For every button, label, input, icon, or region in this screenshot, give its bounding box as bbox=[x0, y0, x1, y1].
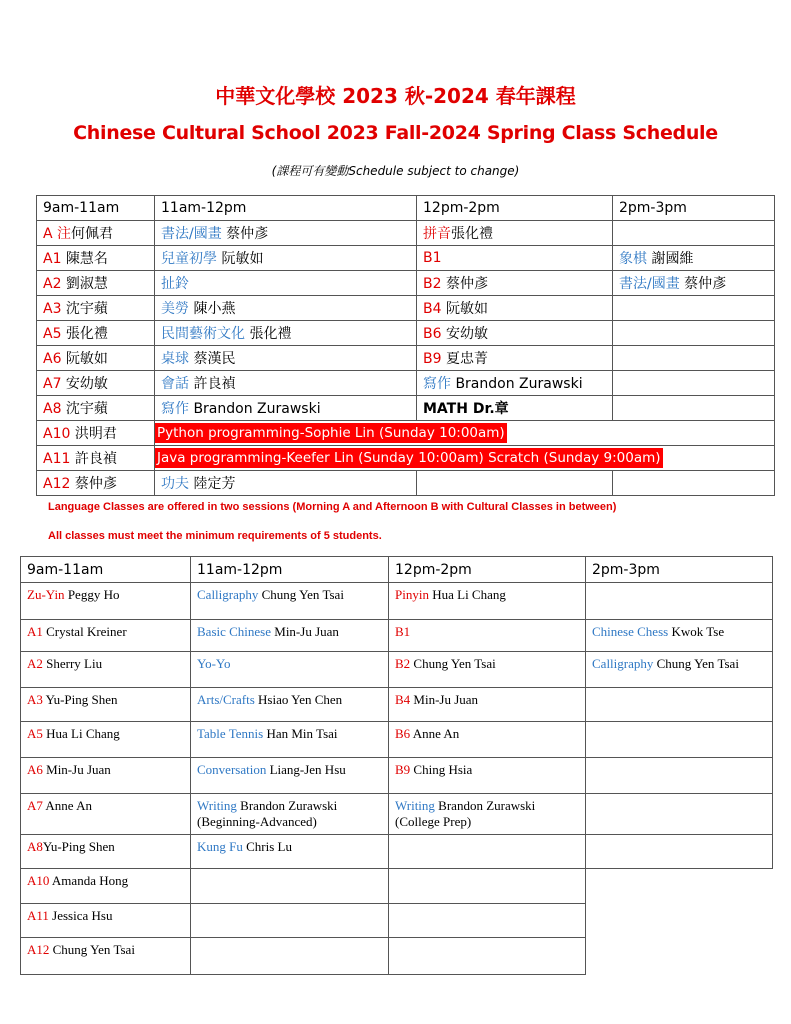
cell-afternoon bbox=[389, 722, 586, 758]
cell-late bbox=[613, 371, 775, 396]
teacher-name: Chung Yen Tsai bbox=[49, 942, 135, 957]
cell-late bbox=[586, 722, 773, 758]
cell-language bbox=[21, 758, 191, 794]
teacher-name: MATH Dr.章 bbox=[423, 401, 509, 417]
subject-name: Calligraphy bbox=[197, 587, 259, 602]
cell-language bbox=[37, 271, 155, 296]
teacher-name: Anne An bbox=[42, 798, 93, 813]
teacher-name: 阮敏如 bbox=[441, 301, 488, 317]
cell-culture bbox=[155, 471, 417, 496]
subject-name: Writing bbox=[197, 798, 237, 813]
teacher-name: Min-Ju Juan bbox=[410, 692, 479, 707]
teacher-name: 沈宇蘋 bbox=[61, 301, 108, 317]
cell-language bbox=[37, 346, 155, 371]
cell-late bbox=[586, 794, 773, 835]
subject-name: Conversation bbox=[197, 762, 267, 777]
teacher-name: 張化禮 bbox=[245, 326, 292, 342]
class-code: 拼音 bbox=[423, 226, 451, 242]
class-code: B2 bbox=[423, 276, 442, 292]
header-cell: 11am-12pm bbox=[191, 557, 389, 583]
cell-afternoon bbox=[389, 688, 586, 722]
cell-late bbox=[613, 271, 775, 296]
table-row bbox=[21, 758, 773, 794]
header-cell: 11am-12pm bbox=[155, 196, 417, 221]
subject-name: 書法/國畫 bbox=[619, 276, 680, 292]
cell-afternoon bbox=[389, 583, 586, 620]
table-row bbox=[21, 869, 773, 904]
subject-name: 扯鈴 bbox=[161, 276, 189, 292]
class-code: A 注 bbox=[43, 226, 72, 242]
cell-language bbox=[21, 835, 191, 869]
table-row bbox=[37, 371, 775, 396]
table-row bbox=[37, 446, 775, 471]
cell-late bbox=[586, 688, 773, 722]
teacher-name: Brandon Zurawski (Beginning-Advanced) bbox=[197, 798, 338, 829]
teacher-name: 陸定芳 bbox=[189, 476, 236, 492]
note-minimum: All classes must meet the minimum requirements of 5 students. bbox=[48, 530, 382, 542]
teacher-name: Min-Ju Juan bbox=[271, 624, 339, 639]
table-row bbox=[37, 271, 775, 296]
cell-language bbox=[21, 722, 191, 758]
teacher-name: 蔡仲彥 bbox=[221, 226, 269, 242]
subject-name: 民間藝術文化 bbox=[161, 326, 245, 342]
cell-late bbox=[613, 246, 775, 271]
teacher-name: 阮敏如 bbox=[61, 351, 108, 367]
teacher-name: Jessica Hsu bbox=[48, 908, 113, 923]
teacher-name: Brandon Zurawski bbox=[451, 376, 583, 392]
teacher-name: 蔡仲彥 bbox=[70, 476, 117, 492]
cell-afternoon bbox=[417, 471, 613, 496]
teacher-name: 洪明君 bbox=[70, 426, 117, 442]
subject-name: 功夫 bbox=[161, 476, 189, 492]
teacher-name: Hsiao Yen Chen bbox=[254, 692, 343, 707]
cell-afternoon bbox=[417, 221, 613, 246]
cell-culture bbox=[155, 271, 417, 296]
cell-language bbox=[21, 688, 191, 722]
page-title-chinese: 中華文化學校 2023 秋-2024 春年課程 bbox=[215, 84, 576, 108]
class-code: B4 bbox=[423, 301, 442, 317]
teacher-name: Chung Yen Tsai bbox=[410, 656, 496, 671]
teacher-name: Hua Li Chang bbox=[42, 726, 120, 741]
subject-name: Basic Chinese bbox=[197, 624, 272, 639]
subject-name: Kung Fu bbox=[197, 839, 243, 854]
subject-name: Arts/Crafts bbox=[197, 692, 255, 707]
header-cell: 12pm-2pm bbox=[389, 557, 586, 583]
teacher-name: Min-Ju Juan bbox=[42, 762, 111, 777]
cell-programming bbox=[155, 421, 775, 446]
class-code: A12 bbox=[27, 942, 50, 957]
teacher-name: Kwok Tse bbox=[668, 624, 725, 639]
page-title-english: Chinese Cultural School 2023 Fall-2024 Spring Class Schedule bbox=[73, 122, 718, 144]
cell-language bbox=[21, 620, 191, 652]
teacher-name: Yu-Ping Shen bbox=[42, 839, 115, 854]
cell-late bbox=[586, 835, 773, 869]
teacher-name: Yu-Ping Shen bbox=[42, 692, 118, 707]
class-code: A8 bbox=[27, 839, 43, 854]
table-header-row bbox=[37, 196, 775, 221]
class-code: A5 bbox=[27, 726, 43, 741]
teacher-name: Chung Yen Tsai bbox=[653, 656, 739, 671]
table-row bbox=[37, 421, 775, 446]
cell-culture bbox=[155, 396, 417, 421]
teacher-name: 安幼敏 bbox=[61, 376, 108, 392]
cell-language bbox=[37, 446, 155, 471]
teacher-name: 謝國維 bbox=[647, 251, 694, 267]
subject-name: Calligraphy bbox=[592, 656, 654, 671]
teacher-name: 許良禎 bbox=[189, 376, 236, 392]
teacher-name: 劉淑慧 bbox=[61, 276, 108, 292]
class-code: A2 bbox=[27, 656, 43, 671]
cell-afternoon bbox=[389, 794, 586, 835]
subtitle: (課程可有變動Schedule subject to change) bbox=[271, 164, 520, 178]
note-sessions: Language Classes are offered in two sessions (Morning A and Afternoon B with Cultural Classes in between) bbox=[48, 501, 617, 513]
cell-language bbox=[21, 938, 191, 975]
cell-language bbox=[21, 583, 191, 620]
cell-afternoon bbox=[389, 758, 586, 794]
cell-late bbox=[586, 758, 773, 794]
cell-language bbox=[37, 396, 155, 421]
subject-name: Table Tennis bbox=[197, 726, 264, 741]
table-row bbox=[21, 904, 773, 938]
cell-culture bbox=[155, 221, 417, 246]
table-row bbox=[21, 938, 773, 975]
class-code: A8 bbox=[43, 401, 62, 417]
header-cell: 2pm-3pm bbox=[613, 196, 775, 221]
class-code: B6 bbox=[423, 326, 442, 342]
cell-culture bbox=[155, 246, 417, 271]
cell-afternoon bbox=[389, 904, 586, 938]
cell-culture bbox=[191, 722, 389, 758]
class-code: A11 bbox=[43, 451, 71, 467]
class-code: A1 bbox=[27, 624, 43, 639]
table-row bbox=[37, 246, 775, 271]
cell-language bbox=[21, 794, 191, 835]
teacher-name: Chris Lu bbox=[242, 839, 292, 854]
teacher-name: Brandon Zurawski bbox=[189, 401, 321, 417]
teacher-name: Brandon Zurawski (College Prep) bbox=[395, 798, 536, 829]
cell-language bbox=[21, 869, 191, 904]
subject-name: 會話 bbox=[161, 376, 189, 392]
class-code: B6 bbox=[395, 726, 411, 741]
cell-language bbox=[21, 652, 191, 688]
class-code: B9 bbox=[395, 762, 411, 777]
cell-afternoon bbox=[417, 296, 613, 321]
class-code: A10 bbox=[27, 873, 50, 888]
table-row bbox=[21, 835, 773, 869]
programming-class-banner: Java programming-Keefer Lin (Sunday 10:00am) Scratch (Sunday 9:00am) bbox=[157, 450, 661, 466]
subject-name: 象棋 bbox=[619, 251, 647, 267]
table-row bbox=[21, 722, 773, 758]
cell-late bbox=[613, 221, 775, 246]
cell-language bbox=[37, 421, 155, 446]
cell-afternoon bbox=[389, 869, 586, 904]
table-row bbox=[37, 396, 775, 421]
teacher-name: 安幼敏 bbox=[441, 326, 488, 342]
programming-class-banner: Python programming-Sophie Lin (Sunday 10:00am) bbox=[157, 425, 505, 441]
teacher-name: Crystal Kreiner bbox=[42, 624, 127, 639]
table-header-row bbox=[21, 557, 773, 583]
cell-afternoon bbox=[389, 652, 586, 688]
class-code: A1 bbox=[43, 251, 62, 267]
cell-language bbox=[21, 904, 191, 938]
cell-afternoon bbox=[389, 620, 586, 652]
class-code: A10 bbox=[43, 426, 71, 442]
cell-afternoon bbox=[417, 246, 613, 271]
teacher-name: 阮敏如 bbox=[217, 251, 264, 267]
class-code: A3 bbox=[43, 301, 62, 317]
cell-afternoon bbox=[389, 835, 586, 869]
cell-late bbox=[613, 471, 775, 496]
teacher-name: 張化禮 bbox=[61, 326, 108, 342]
cell-late bbox=[586, 583, 773, 620]
cell-afternoon bbox=[417, 371, 613, 396]
cell-culture bbox=[191, 620, 389, 652]
subject-name: 兒童初學 bbox=[161, 251, 217, 267]
class-code: B1 bbox=[423, 250, 442, 266]
cell-late bbox=[613, 396, 775, 421]
header-cell: 2pm-3pm bbox=[586, 557, 773, 583]
teacher-name: Ching Hsia bbox=[410, 762, 473, 777]
teacher-name: 陳小燕 bbox=[189, 301, 236, 317]
cell-late bbox=[586, 620, 773, 652]
table-row bbox=[37, 321, 775, 346]
cell-culture bbox=[155, 346, 417, 371]
header-cell: 12pm-2pm bbox=[417, 196, 613, 221]
cell-afternoon bbox=[417, 321, 613, 346]
cell-afternoon bbox=[389, 938, 586, 975]
table-row bbox=[37, 346, 775, 371]
teacher-name: Peggy Ho bbox=[64, 587, 120, 602]
class-code: A5 bbox=[43, 326, 62, 342]
cell-culture bbox=[155, 321, 417, 346]
class-code: Writing bbox=[395, 798, 435, 813]
cell-culture bbox=[191, 794, 389, 835]
class-code: Pinyin bbox=[395, 587, 429, 602]
cell-language bbox=[37, 321, 155, 346]
cell-culture bbox=[191, 652, 389, 688]
subject-name: Yo-Yo bbox=[197, 656, 231, 671]
table-row bbox=[21, 583, 773, 620]
table-row bbox=[21, 794, 773, 835]
class-code: B1 bbox=[395, 624, 411, 639]
cell-culture bbox=[191, 938, 389, 975]
cell-culture bbox=[191, 688, 389, 722]
cell-late bbox=[613, 321, 775, 346]
teacher-name: 何佩君 bbox=[71, 226, 114, 242]
subject-name: 寫作 bbox=[161, 401, 189, 417]
cell-language bbox=[37, 471, 155, 496]
teacher-name: 蔡仲彥 bbox=[441, 276, 488, 292]
cell-culture bbox=[155, 371, 417, 396]
class-code: A7 bbox=[43, 376, 62, 392]
schedule-table-chinese bbox=[36, 195, 775, 496]
teacher-name: 蔡仲彥 bbox=[679, 276, 727, 292]
teacher-name: Chung Yen Tsai bbox=[258, 587, 344, 602]
class-code: A6 bbox=[43, 351, 62, 367]
cell-culture bbox=[191, 758, 389, 794]
cell-language bbox=[37, 296, 155, 321]
teacher-name: Sherry Liu bbox=[42, 656, 103, 671]
table-row bbox=[37, 296, 775, 321]
cell-language bbox=[37, 246, 155, 271]
subject-name: 桌球 bbox=[161, 351, 189, 367]
class-code: A11 bbox=[27, 908, 49, 923]
subject-name: Chinese Chess bbox=[592, 624, 669, 639]
class-code: A12 bbox=[43, 476, 71, 492]
header-cell: 9am-11am bbox=[37, 196, 155, 221]
cell-late bbox=[613, 296, 775, 321]
table-row bbox=[21, 652, 773, 688]
teacher-name: 沈宇蘋 bbox=[61, 401, 108, 417]
class-code: B9 bbox=[423, 351, 442, 367]
teacher-name: Hua Li Chang bbox=[428, 587, 506, 602]
schedule-table-english bbox=[20, 556, 773, 975]
teacher-name: 張化禮 bbox=[451, 226, 493, 242]
class-code: B2 bbox=[395, 656, 411, 671]
teacher-name: Amanda Hong bbox=[49, 873, 129, 888]
cell-culture bbox=[191, 835, 389, 869]
cell-culture bbox=[191, 904, 389, 938]
cell-late bbox=[586, 652, 773, 688]
teacher-name: 蔡漢民 bbox=[189, 351, 236, 367]
header-cell: 9am-11am bbox=[21, 557, 191, 583]
table-row bbox=[37, 471, 775, 496]
class-code: B4 bbox=[395, 692, 411, 707]
table-row bbox=[21, 620, 773, 652]
cell-language bbox=[37, 221, 155, 246]
class-code: A2 bbox=[43, 276, 62, 292]
teacher-name: Han Min Tsai bbox=[263, 726, 338, 741]
cell-culture bbox=[191, 583, 389, 620]
cell-afternoon bbox=[417, 346, 613, 371]
cell-culture bbox=[155, 296, 417, 321]
cell-afternoon bbox=[417, 396, 613, 421]
teacher-name: 許良禎 bbox=[70, 451, 117, 467]
table-row bbox=[37, 221, 775, 246]
class-code: A3 bbox=[27, 692, 43, 707]
teacher-name: Anne An bbox=[410, 726, 460, 741]
class-code: 寫作 bbox=[423, 376, 451, 392]
cell-programming bbox=[155, 446, 775, 471]
cell-language bbox=[37, 371, 155, 396]
teacher-name: 夏忠菁 bbox=[441, 351, 488, 367]
cell-culture bbox=[191, 869, 389, 904]
subject-name: 美勞 bbox=[161, 301, 189, 317]
teacher-name: 陳慧名 bbox=[61, 251, 108, 267]
class-code: A6 bbox=[27, 762, 43, 777]
cell-empty bbox=[586, 869, 773, 904]
class-code: A7 bbox=[27, 798, 43, 813]
cell-late bbox=[613, 346, 775, 371]
cell-afternoon bbox=[417, 271, 613, 296]
class-code: Zu-Yin bbox=[27, 587, 65, 602]
table-row bbox=[21, 688, 773, 722]
cell-empty bbox=[586, 904, 773, 938]
teacher-name: Liang-Jen Hsu bbox=[266, 762, 346, 777]
subject-name: 書法/國畫 bbox=[161, 226, 222, 242]
cell-empty bbox=[586, 938, 773, 975]
